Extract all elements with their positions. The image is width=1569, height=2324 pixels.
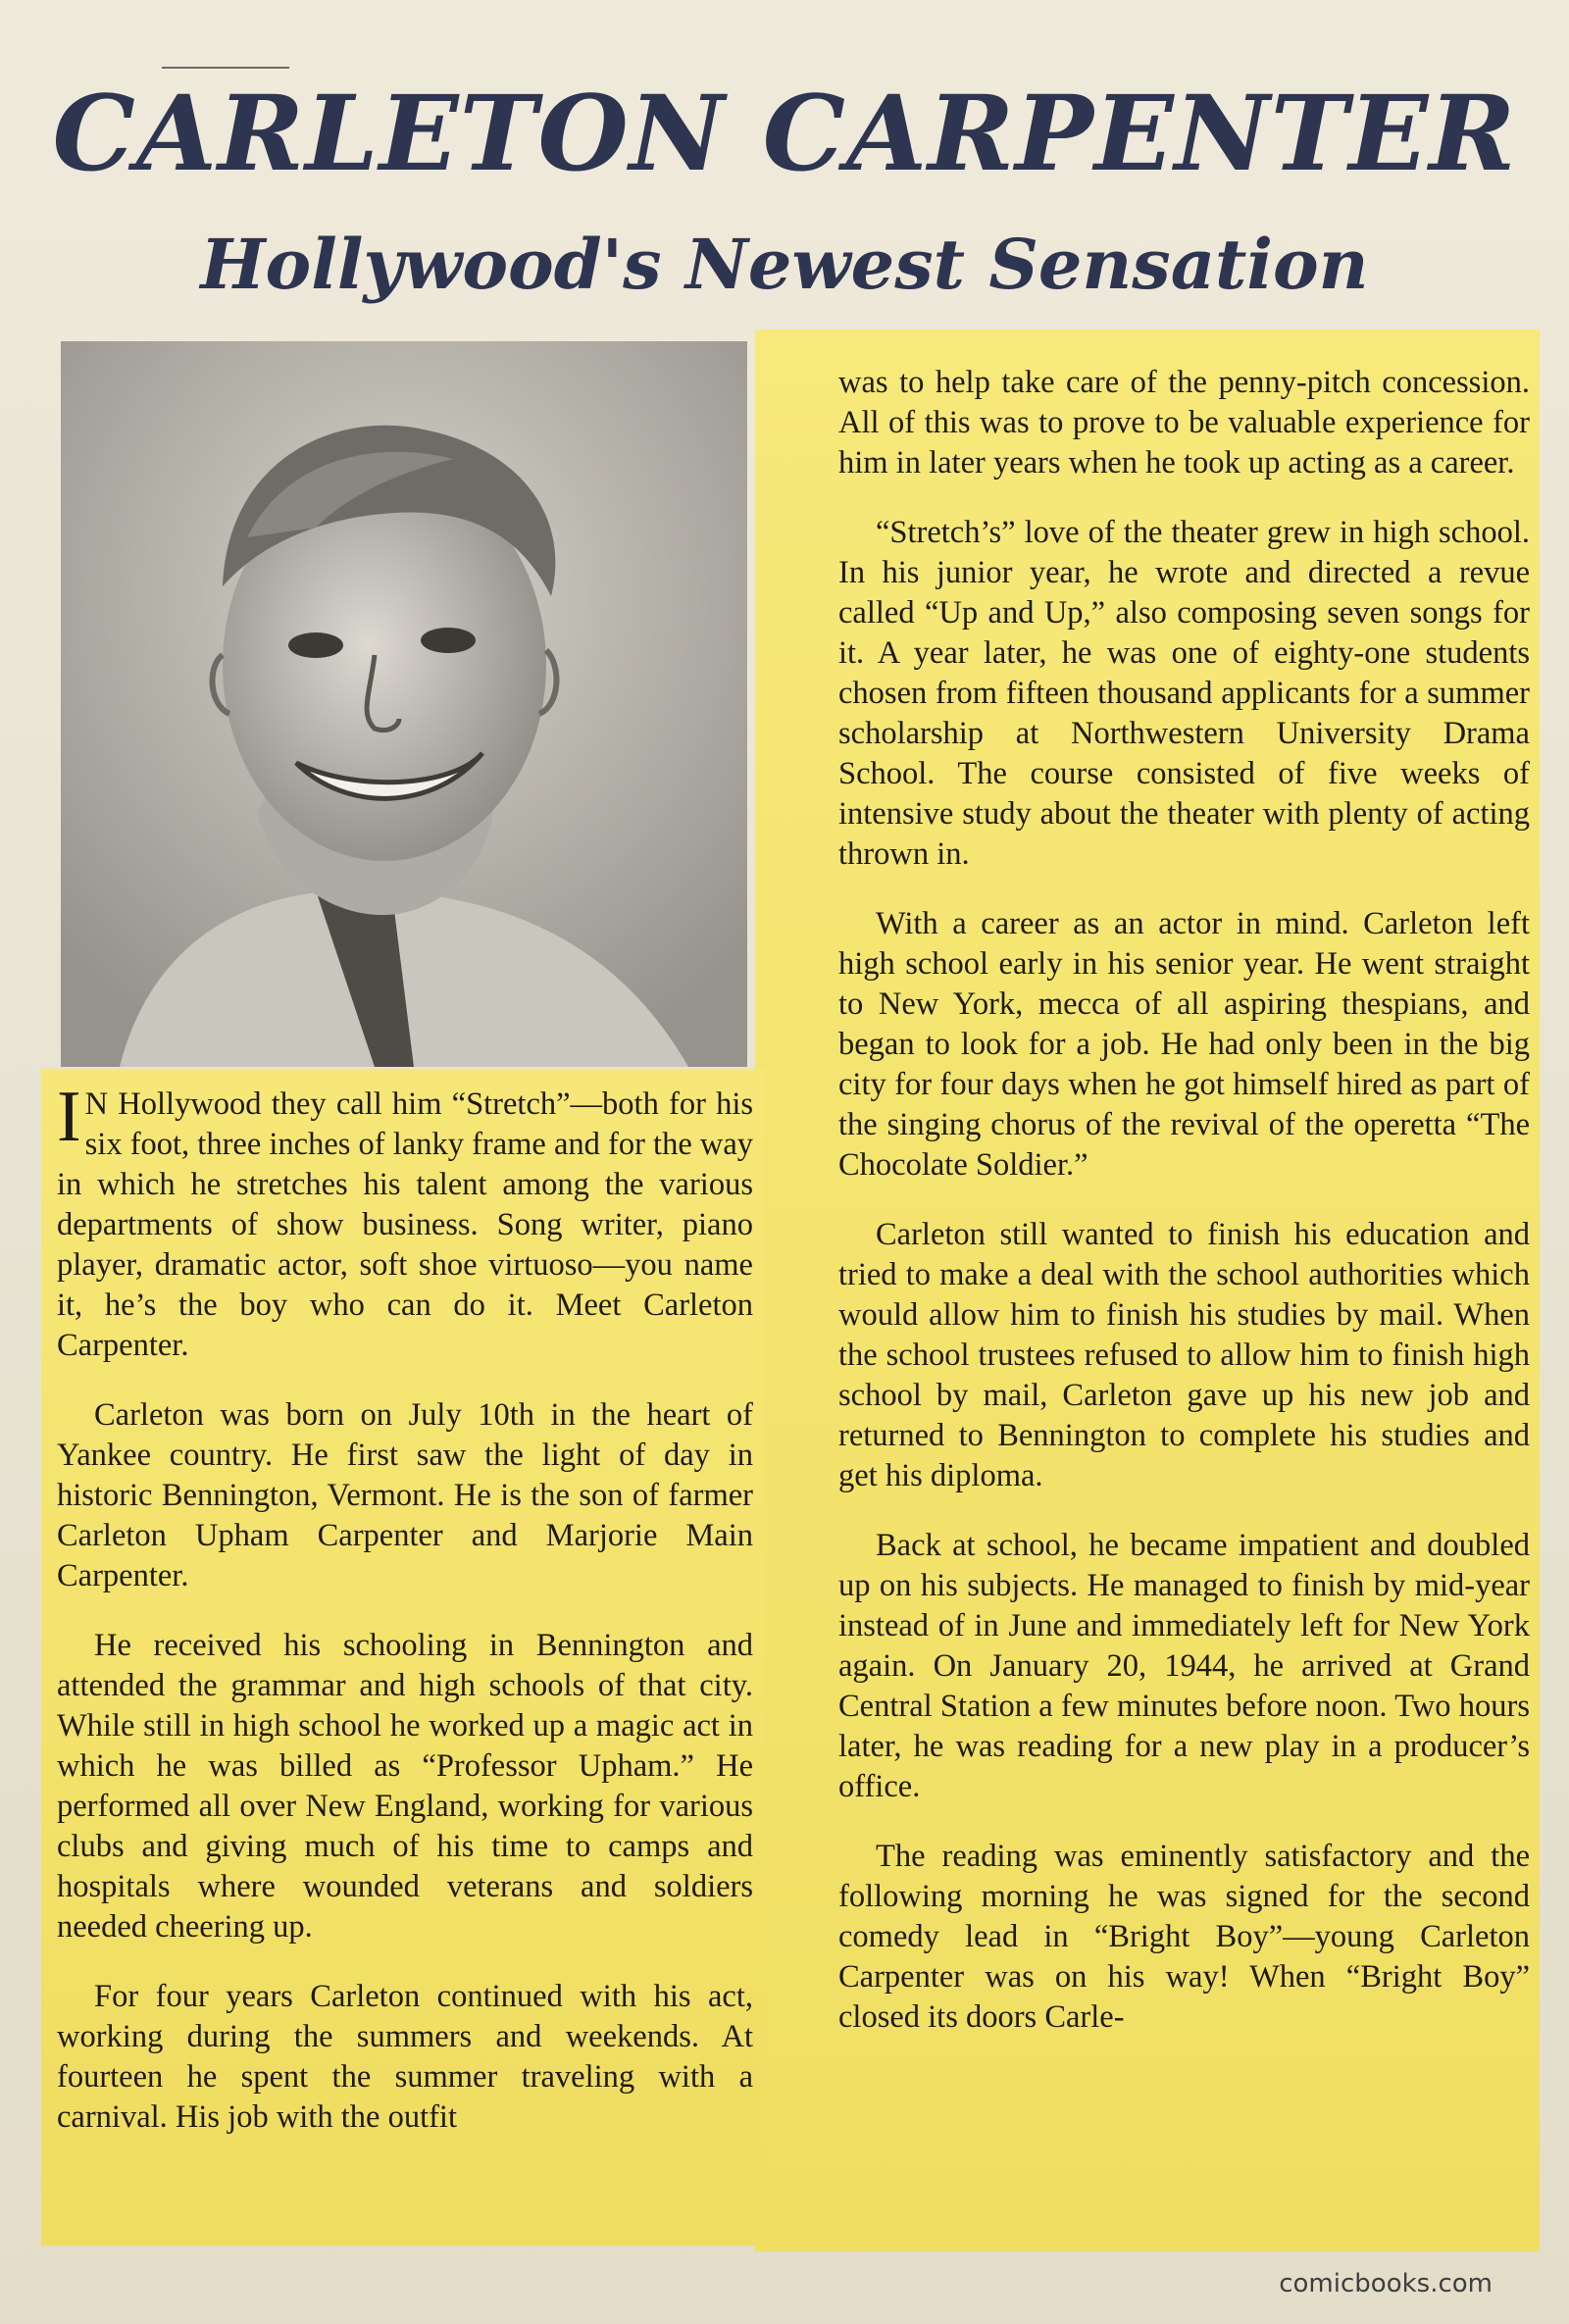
article-column-left xyxy=(57,1077,754,2167)
article-paragraph: “Stretch’s” love of the theater grew in high school. In his junior year, he wrote and directed a revue called “Up and Up,” also composing seven songs for it. A year later, he was one of eighty-one students chosen from fifteen thousand applicants for a summer scholarship at Northwestern University Drama School. The course consisted of five weeks of intensive study about the theater with plenty of acting thrown in. xyxy=(838,515,1530,872)
portrait-photo xyxy=(61,341,747,1067)
article-paragraph: was to help take care of the penny-pitch concession. All of this was to prove to be valuable experience for him in later years when he took up acting as a career. xyxy=(838,365,1530,480)
top-rule xyxy=(162,67,289,69)
drop-cap: I xyxy=(57,1077,81,1157)
article-paragraph: I N Hollywood they call him “Stretch”—both for his six foot, three inches of lanky frame and for the way in which he stretches his talent among the various departments of show business. Song writer, piano player, dramatic actor, soft shoe virtuoso—you name it, he’s the boy who can do it. Meet Carleton Carpenter. xyxy=(57,1077,754,1363)
article-paragraph: With a career as an actor in mind. Carleton left high school early in his senior year. He went straight to New York, mecca of all aspiring thespians, and began to look for a job. He had only been in the big city for four days when he got himself hired as part of the singing chorus of the revival of the operetta “The Chocolate Soldier.” xyxy=(838,906,1530,1183)
article-column-right xyxy=(838,363,1530,2067)
article-paragraph: For four years Carleton continued with his act, working during the summers and weekends. At fourteen he spent the summer traveling with a carnival. His job with the outfit xyxy=(57,1979,753,2135)
site-watermark: comicbooks.com xyxy=(1279,2269,1493,2299)
page-subtitle: Hollywood's Newest Sensation xyxy=(200,224,1369,305)
page-title: CARLETON CARPENTER xyxy=(52,72,1517,194)
article-paragraph: The reading was eminently satisfactory and the following morning he was signed for the second comedy lead in “Bright Boy”—young Carleton Carpenter was on his way! When “Bright Boy” closed its doors Carle- xyxy=(838,1839,1530,2035)
article-paragraph: Carleton still wanted to finish his education and tried to make a deal with the school authorities which would allow him to finish his studies by mail. When the school trustees refused to allow him to finish high school by mail, Carleton gave up his new job and returned to Bennington to complete his studies and get his diploma. xyxy=(838,1217,1530,1493)
portrait-photo-illustration xyxy=(61,341,747,1067)
article-paragraph: He received his schooling in Bennington and attended the grammar and high schools of that city. While still in high school he worked up a magic act in which he was billed as “Professor Upham.” He performed all over New England, working for various clubs and giving much of his time to camps and hospitals where wounded veterans and soldiers needed cheering up. xyxy=(57,1628,753,1945)
article-paragraph: Carleton was born on July 10th in the heart of Yankee country. He first saw the light of day in historic Bennington, Vermont. He is the son of farmer Carleton Upham Carpenter and Marjorie Main Carpenter. xyxy=(57,1397,753,1593)
article-paragraph: Back at school, he became impatient and doubled up on his subjects. He managed to finish by mid-year instead of in June and immediately left for New York again. On January 20, 1944, he arrived at Grand Central Station a few minutes before noon. Two hours later, he was reading for a new play in a producer’s office. xyxy=(838,1528,1530,1804)
